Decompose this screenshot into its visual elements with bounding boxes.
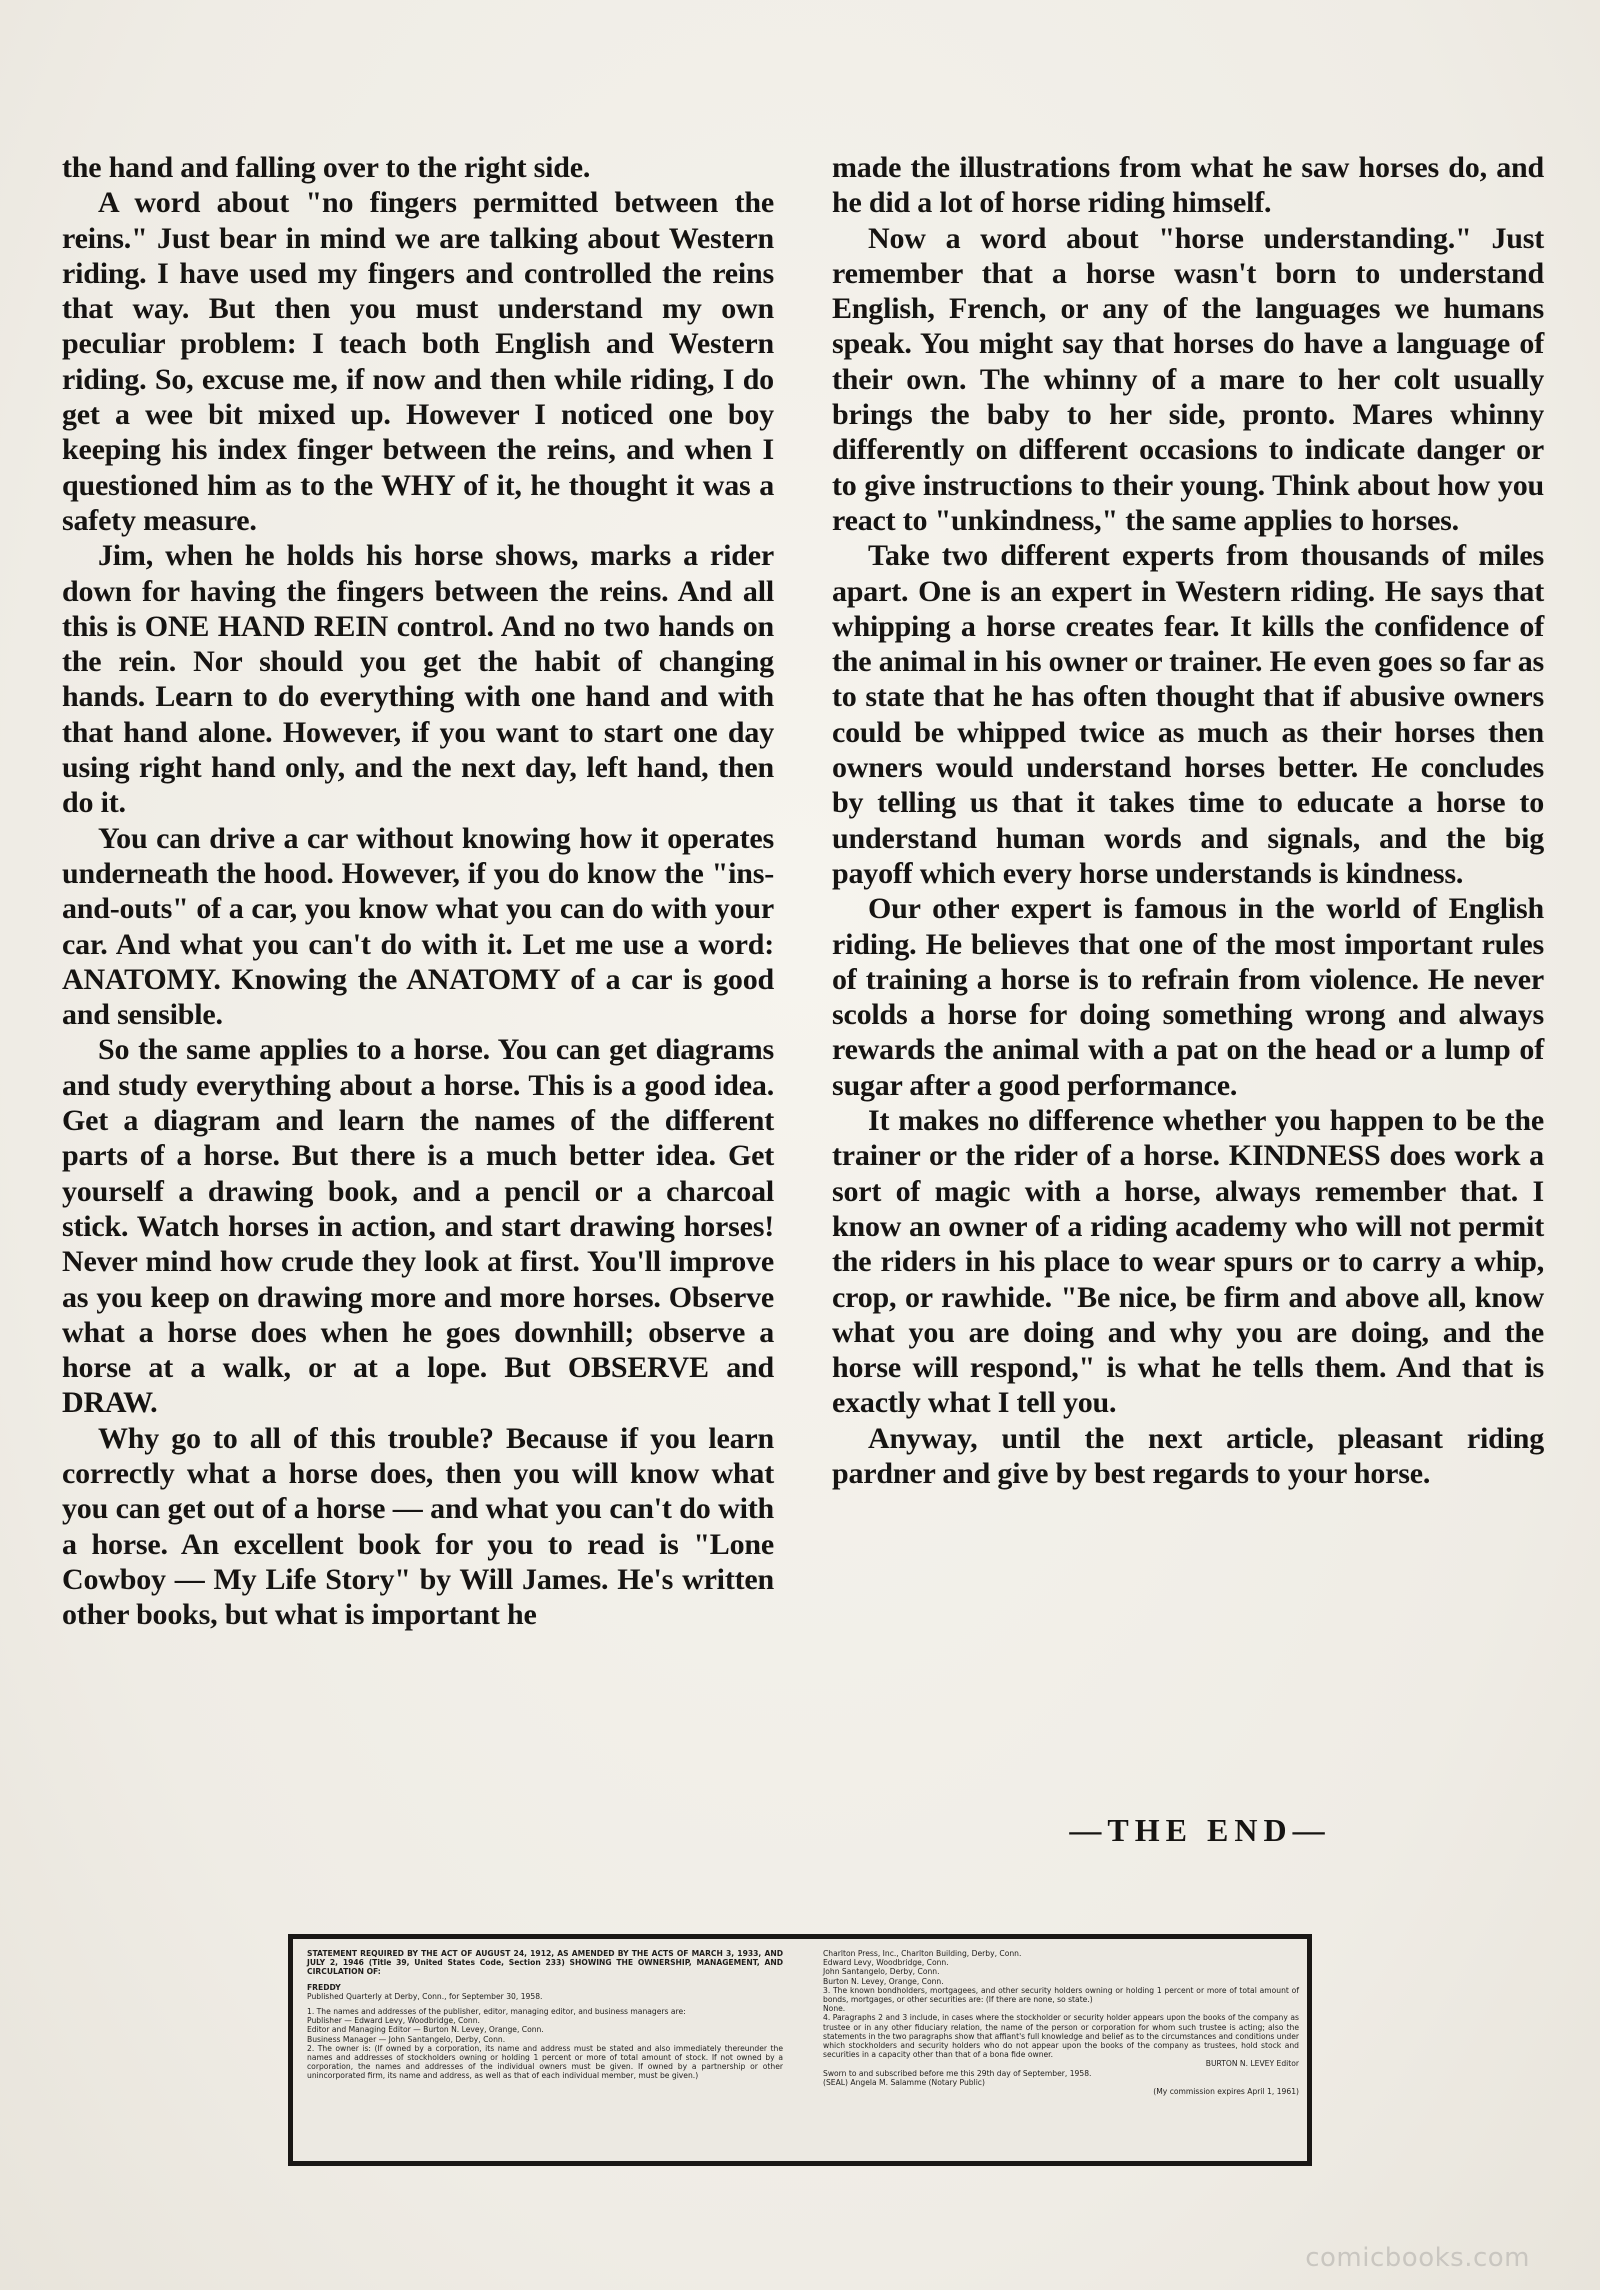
statement-line: 4. Paragraphs 2 and 3 include, in cases where the stockholder or security holder appears upon the books of the company as trustee or in any other fiduciary relation, the name of the person or corporation for whom such trustee is acting; also the statements in the two paragraphs show that affiant's full knowledge and belief as to the circumstances and conditions under which stockholders and security holders who do not appear upon the books of the company as trustees, hold stock and securities in a capacity other than that of a bona fide owner. bbox=[823, 2013, 1300, 2060]
statement-line: Sworn to and subscribed before me this 29th day of September, 1958. bbox=[823, 2068, 1092, 2078]
ownership-statement-box bbox=[288, 1934, 1312, 2166]
statement-line: (SEAL) Angela M. Salamme (Notary Public) bbox=[823, 2077, 985, 2087]
the-end-mark: —THE END— bbox=[1069, 1812, 1331, 1848]
statement-line: Charlton Press, Inc., Charlton Building, Derby, Conn. bbox=[823, 1949, 1022, 1958]
paragraph: Why go to all of this trouble? Because if you learn correctly what a horse does, then you will know what you can get out of a horse — and what you can't do with a horse. An excellent book for you to read is "Lone Cowboy — My Life Story" by Will James. He's written other books, but what is important he bbox=[62, 1421, 774, 1632]
paragraph: Now a word about "horse understanding." Just remember that a horse wasn't born to understand English, French, or any of the languages we humans speak. You might say that horses do have a language of their own. The whinny of a mare to her colt usually brings the baby to her side, pronto. Mares whinny differently on different occasions to indicate danger or to give instructions to their young. Think about how you react to "unkindness," the same applies to horses. bbox=[832, 221, 1544, 537]
statement-line: John Santangelo, Derby, Conn. bbox=[823, 1967, 940, 1977]
paragraph: So the same applies to a horse. You can get diagrams and study everything about a horse. This is a good idea. Get a diagram and learn the names of the different parts of a horse. But there is a much better idea. Get yourself a drawing book, and a pencil or a charcoal stick. Watch horses in action, and start drawing horses! Never mind how crude they look at first. You'll improve as you keep on drawing more and more horses. Observe what a horse does when he goes downhill; observe a horse at a walk, or at a lope. But OBSERVE and DRAW. bbox=[62, 1033, 774, 1420]
statement-line: 1. The names and addresses of the publisher, editor, managing editor, and business managers are: bbox=[307, 2007, 686, 2017]
statement-heading: STATEMENT REQUIRED BY THE ACT OF AUGUST 24, 1912, AS AMENDED BY THE ACTS OF MARCH 3, 1933, AND JULY 2, 1946 (Title 39, United States Code, Section 233) SHOWING THE OWNERSHIP, MANAGEMENT, AND CIRCULATION OF: bbox=[307, 1949, 783, 1977]
statement-line: 2. The owner is: (If owned by a corporation, its name and address must be stated and also immediately thereunder the names and addresses of stockholders owning or holding 1 percent or more of total amount of stock. If not owned by a corporation, the names and addresses of the individual owners must be given. If owned by a partnership or other unincorporated firm, its name and address, as well as that of each individual member, must be given.) bbox=[307, 2043, 783, 2081]
statement-line: Editor and Managing Editor — Burton N. Levey, Orange, Conn. bbox=[307, 2025, 544, 2035]
statement-line: Edward Levy, Woodbridge, Conn. bbox=[823, 1958, 949, 1968]
paragraph: It makes no difference whether you happen to be the trainer or the rider of a horse. KINDNESS does work a sort of magic with a horse, always remember that. I know an owner of a riding academy who will not permit the riders in his place to wear spurs or to carry a whip, crop, or rawhide. "Be nice, be firm and above all, know what you are doing and why you are doing, and the horse will respond," is what he tells them. And that is exactly what I tell you. bbox=[832, 1104, 1544, 1420]
statement-line: Burton N. Levey, Orange, Conn. bbox=[823, 1976, 944, 1986]
statement-line: (My commission expires April 1, 1961) bbox=[1153, 2087, 1299, 2097]
paragraph: the hand and falling over to the right side. bbox=[62, 151, 591, 184]
paragraph: A word about "no fingers permitted between the reins." Just bear in mind we are talking about Western riding. I have used my fingers and controlled the reins that way. But then you must understand my own peculiar problem: I teach both English and Western riding. So, excuse me, if now and then while riding, I do get a wee bit mixed up. However I noticed one boy keeping his index finger between the reins, and when I questioned him as to the WHY of it, he thought it was a safety measure. bbox=[62, 186, 774, 537]
statement-line: 3. The known bondholders, mortgagees, and other security holders owning or holding 1 percent or more of total amount of bonds, mortgages, or other securities are: (If there are none, so state.) bbox=[823, 1985, 1299, 2005]
paragraph: made the illustrations from what he saw horses do, and he did a lot of horse riding himself. bbox=[832, 151, 1544, 220]
statement-line: Published Quarterly at Derby, Conn., for September 30, 1958. bbox=[307, 1991, 543, 2001]
paragraph: Our other expert is famous in the world of English riding. He believes that one of the most important rules of training a horse is to refrain from violence. He never scolds a horse for doing something wrong and always rewards the animal with a pat on the head or a lump of sugar after a good performance. bbox=[832, 892, 1544, 1102]
article-right-column bbox=[832, 150, 1544, 1491]
paragraph: Take two different experts from thousands of miles apart. One is an expert in Western riding. He says that whipping a horse creates fear. It kills the confidence of the animal in his owner or trainer. He even goes so far as to state that he has often thought that if abusive owners could be whipped twice as much as their horses then owners would understand horses better. He concludes by telling us that it takes time to educate a horse to understand human words and signals, and the big payoff which every horse understands is kindness. bbox=[832, 539, 1544, 890]
statement-title: FREDDY bbox=[307, 1982, 341, 1992]
article-left-column bbox=[62, 150, 774, 1632]
site-watermark: comicbooks.com bbox=[1305, 2243, 1530, 2273]
paragraph: You can drive a car without knowing how it operates underneath the hood. However, if you do know the "ins-and-outs" of a car, you know what you can do with your car. And what you can't do with it. Let me use a word: ANATOMY. Knowing the ANATOMY of a car is good and sensible. bbox=[62, 821, 774, 1032]
statement-line: Business Manager — John Santangelo, Derby, Conn. bbox=[307, 2034, 506, 2044]
paragraph: Anyway, until the next article, pleasant riding pardner and give by best regards to your horse. bbox=[832, 1421, 1544, 1490]
statement-right-column bbox=[823, 1949, 1299, 2096]
statement-line: None. bbox=[823, 2004, 846, 2014]
paragraph: Jim, when he holds his horse shows, marks a rider down for having the fingers between the reins. And all this is ONE HAND REIN control. And no two hands on the rein. Nor should you get the habit of changing hands. Learn to do everything with one hand and with that hand alone. However, if you want to start one day using right hand only, and the next day, left hand, then do it. bbox=[62, 539, 774, 820]
statement-line: Publisher — Edward Levy, Woodbridge, Conn. bbox=[307, 2016, 480, 2026]
statement-left-column bbox=[307, 1949, 783, 2081]
statement-signature: BURTON N. LEVEY Editor bbox=[1205, 2059, 1299, 2069]
